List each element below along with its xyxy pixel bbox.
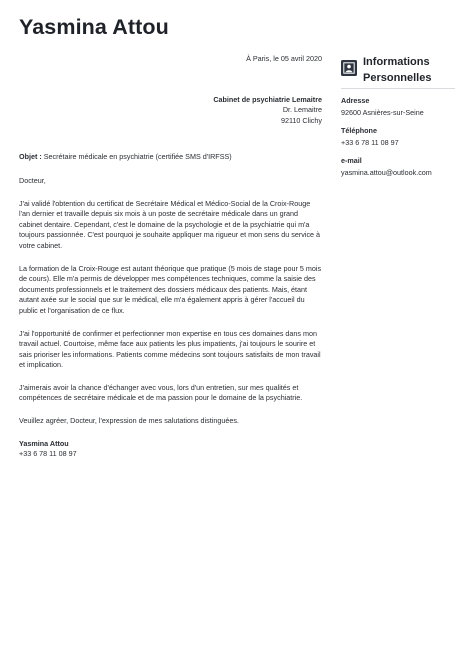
object-text: Secrétaire médicale en psychiatrie (certifiée SMS d'IRFSS) [41, 152, 232, 162]
email-label: e-mail [341, 156, 362, 165]
phone-value: +33 6 78 11 08 97 [341, 138, 399, 147]
paragraph-closing: Veuillez agréer, Docteur, l'expression de mes salutations distinguées. [19, 416, 239, 426]
sidebar-title-line1: Informations [363, 56, 430, 68]
salutation: Docteur, [19, 175, 46, 185]
person-card-icon [341, 60, 357, 76]
signature-block [19, 439, 322, 460]
recipient-city: 92110 Clichy [280, 115, 322, 125]
sidebar-title [363, 54, 431, 86]
recipient-person: Dr. Lemaitre [282, 105, 322, 115]
paragraph-interview: J'aimerais avoir la chance d'échanger avec vous, lors d'un entretien, sur mes qualités et compétences de secrétaire médicale et de ma passion pour le domaine de la psychiatrie. [19, 382, 303, 403]
recipient-company: Cabinet de psychiatrie Lemaitre [213, 94, 322, 104]
cover-letter [19, 54, 322, 460]
letter-date: À Paris, le 05 avril 2020 [246, 54, 322, 63]
sidebar-header [341, 54, 457, 86]
signature-phone: +33 6 78 11 08 97 [19, 449, 77, 459]
recipient-block [19, 95, 322, 127]
signature-name: Yasmina Attou [19, 438, 69, 448]
paragraph-experience: J'ai l'opportunité de confirmer et perfectionner mon expertise en tous ces domaines dans mon travail actuel. Courtoise, même face aux patients les plus impatients, j'ai toujours le sourire et sais prioriser les informations. Patients comme médecins sont toujours satisfaits de mon travail et implication. [19, 328, 321, 370]
sidebar-divider [341, 88, 455, 89]
applicant-name: Yasmina Attou [19, 15, 169, 39]
address-value: 92600 Asnières-sur-Seine [341, 108, 424, 117]
paragraph-intro: J'ai validé l'obtention du certificat de Secrétaire Médical et Médico-Social de la Croix-Rouge l'an dernier et travaille depuis six mois à un poste de secrétaire médicale dans un grand cabinet dentaire. Cependant, c'est le domaine de la psychologie et de la psychiatrie qui m'a toujours passionnée. C'est pourquoi je souhaite appliquer ma rigueur et mon sens du service à votre cabinet. [19, 198, 321, 250]
address-label: Adresse [341, 96, 370, 105]
personal-info-sidebar [341, 54, 457, 178]
letter-object [19, 152, 322, 163]
object-label: Objet : [19, 152, 42, 162]
paragraph-training: La formation de la Croix-Rouge est autant théorique que pratique (5 mois de stage pour 5 mois de cours). Elle m'a permis de développer mes compétences techniques, comme la saisie des documents professionnels et le traitement des dossiers médicaux des patients. Mais, étant autant axée sur le social que sur le médical, elle m'a également appris à gérer l'accueil du public et l'organisation de ce flux. [19, 263, 322, 315]
phone-label: Téléphone [341, 126, 377, 135]
email-value: yasmina.attou@outlook.com [341, 168, 432, 177]
sidebar-title-line2: Personnelles [363, 72, 432, 84]
